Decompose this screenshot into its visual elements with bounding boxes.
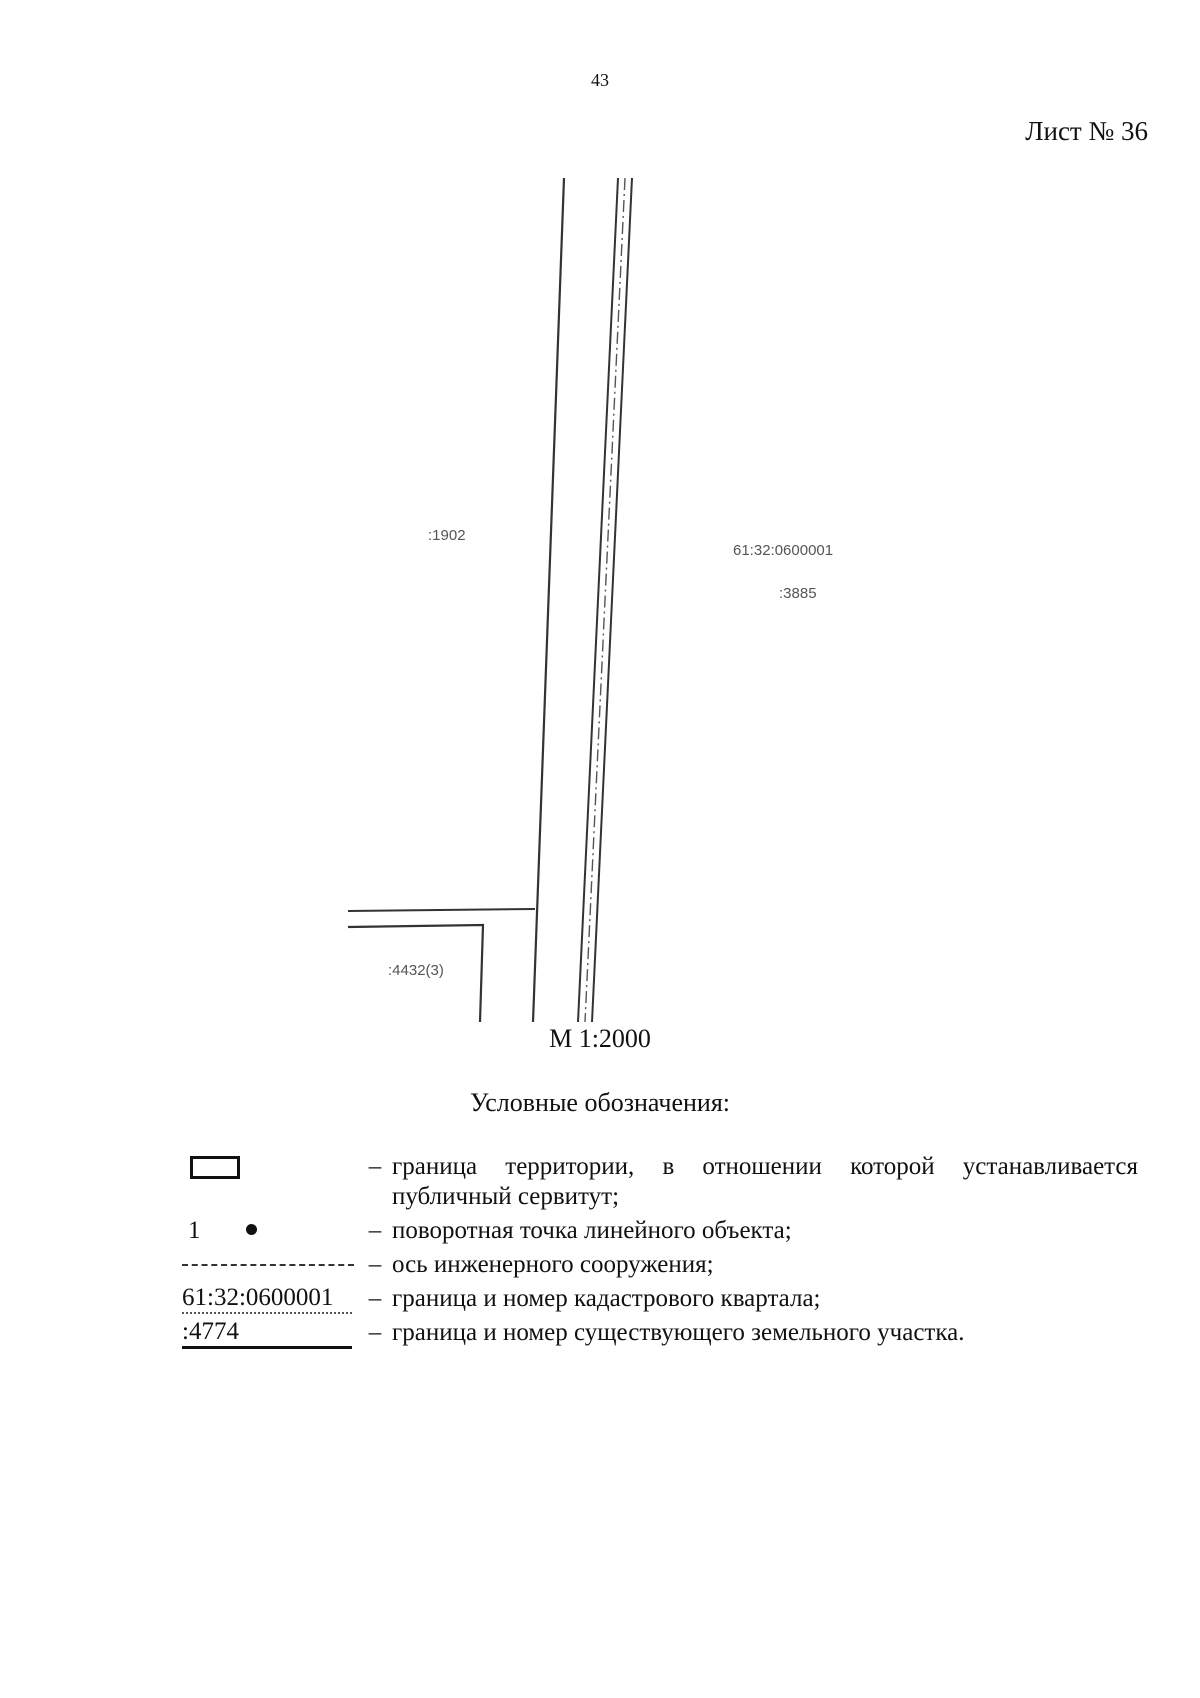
quarter-label: 61:32:0600001: [733, 542, 834, 559]
cadastral-quarter-symbol: 61:32:0600001: [182, 1284, 352, 1314]
legend-dash: –: [368, 1217, 382, 1244]
parcel-label-3885: :3885: [779, 585, 817, 602]
legend-symbol: [180, 1216, 358, 1246]
sheet-label: Лист № 36: [1025, 116, 1148, 146]
turning-point-number: 1: [188, 1217, 201, 1244]
land-parcel-symbol: :4774: [182, 1318, 352, 1349]
legend: [180, 1152, 1138, 1352]
legend-item-land-parcel: [180, 1318, 1138, 1348]
page-number: 43: [591, 70, 609, 90]
legend-item-servitude-boundary: [180, 1152, 1138, 1212]
parcel-4432-boundary-outer: [348, 909, 535, 911]
legend-symbol: [180, 1250, 358, 1280]
map-scale: М 1:2000: [549, 1024, 651, 1053]
engineering-axis-symbol: [182, 1264, 354, 1266]
legend-title: Условные обозначения:: [469, 1088, 731, 1117]
parcel-boundary-left: [533, 178, 564, 1022]
legend-dash: –: [368, 1319, 382, 1346]
legend-item-cadastral-quarter: [180, 1284, 1138, 1314]
legend-text: граница и номер существующего земельного участка.: [392, 1319, 965, 1346]
turning-point-dot-icon: [246, 1224, 257, 1235]
engineering-axis: [585, 178, 625, 1022]
legend-dash: –: [368, 1251, 382, 1278]
legend-text: граница территории, в отношении которой устанавливается публичный сервитут;: [392, 1153, 1138, 1210]
parcel-label-4432: :4432(3): [388, 962, 444, 979]
legend-symbol: [180, 1152, 358, 1182]
legend-text: граница и номер кадастрового квартала;: [392, 1285, 821, 1312]
legend-dash: –: [368, 1153, 382, 1180]
servitude-boundary-symbol: [190, 1156, 240, 1179]
legend-symbol: [180, 1318, 358, 1348]
parcel-label-1902: :1902: [428, 527, 466, 544]
legend-text: поворотная точка линейного объекта;: [392, 1217, 792, 1244]
legend-symbol: [180, 1284, 358, 1314]
legend-item-engineering-axis: [180, 1250, 1138, 1280]
legend-text: ось инженерного сооружения;: [392, 1251, 714, 1278]
legend-dash: –: [368, 1285, 382, 1312]
legend-item-turning-point: [180, 1216, 1138, 1246]
